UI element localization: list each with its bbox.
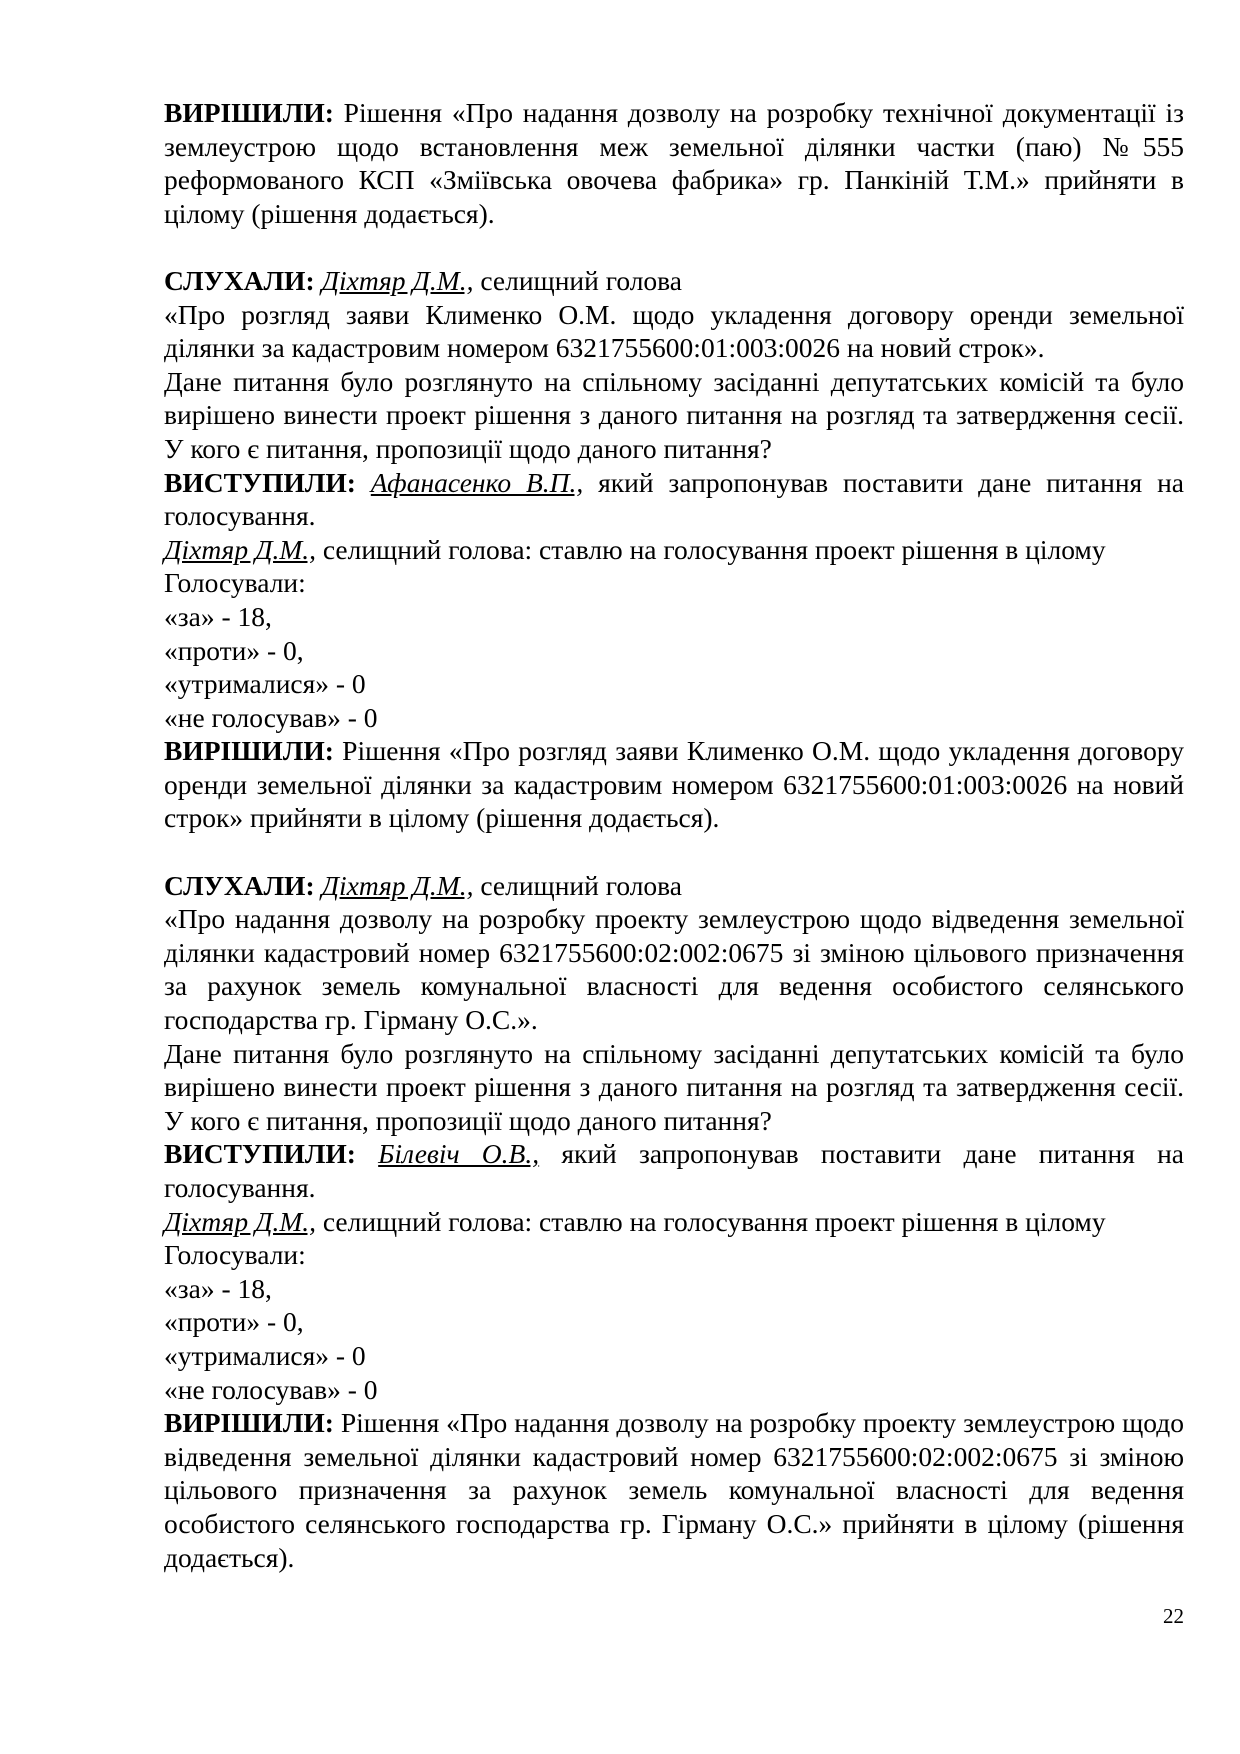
resolved-label: ВИРІШИЛИ: [164,735,334,767]
heard-line [164,264,1184,298]
spoke-paragraph [164,466,1184,533]
vote-against: «проти» - 0, [164,634,304,666]
vote-abstain: «утрималися» - 0 [164,1339,366,1371]
heard-label: СЛУХАЛИ: [164,264,315,296]
agenda-topic: «Про розгляд заяви Клименко О.М. щодо укладення договору оренди земельної ділянки за кадастровим номером 6321755600:01:003:0026 на новий строк». [164,298,1184,364]
speaker-name: Діхтяр Д.М., [321,264,474,296]
speaker-name: Діхтяр Д.М., [321,869,474,901]
resolution-text: Рішення «Про надання дозволу на розробку проекту землеустрою щодо відведення земельної ділянки кадастровий номер 6321755600:02:002:0675 зі зміною цільового призначення за рахунок земель комунальної власності для ведення особистого селянського господарства гр. Гірману О.С.» прийняти в цілому (рішення додається). [164,1407,1184,1573]
spoke-label: ВИСТУПИЛИ: [164,466,356,498]
paragraph-gap [164,835,1184,869]
vote-for: «за» - 18, [164,1272,272,1304]
spoke-text: який запропонував поставити дане питання на голосування. [164,1138,1184,1203]
resolved-label: ВИРІШИЛИ: [164,97,334,128]
chair-name: Діхтяр Д.М., [164,533,316,565]
document-page [164,96,1184,1574]
agenda-intro: Дане питання було розглянуто на спільному засіданні депутатських комісій та було вирішено винести проект рішення з даного питання на розгляд та затвердження сесії. У кого є питання, пропозиції щодо даного питання? [164,1037,1184,1136]
speaker-role: селищний голова [473,869,683,901]
vote-for: «за» - 18, [164,600,272,632]
votes-title: Голосували: [164,567,306,599]
vote-against: «проти» - 0, [164,1306,304,1338]
spoke-text: який запропонував поставити дане питання на голосування. [164,466,1184,532]
resolution-text: Рішення «Про надання дозволу на розробку технічної документації із землеустрою щодо встановлення меж земельної ділянки частки (паю) №555 реформованого КСП «Зміївська овочева фабрика» гр. Панкіній Т.М.» прийняти в цілому (рішення додається). [164,97,1184,229]
heard-label: СЛУХАЛИ: [164,869,315,901]
paragraph-gap [164,230,1184,264]
chair-line [164,1205,1184,1239]
resolution-paragraph [164,96,1184,230]
heard-line [164,869,1184,903]
agenda-intro: Дане питання було розглянуто на спільному засіданні депутатських комісій та було вирішено винести проект рішення з даного питання на розгляд та затвердження сесії. У кого є питання, пропозиції щодо даного питання? [164,365,1184,464]
votes-title: Голосували: [164,1239,306,1271]
speaker-role: селищний голова [473,264,683,296]
resolution-text: Рішення «Про розгляд заяви Клименко О.М. щодо укладення договору оренди земельної ділянки за кадастровим номером 6321755600:01:003:0026 на новий строк» прийняти в цілому (рішення додається). [164,735,1184,834]
agenda-topic: «Про надання дозволу на розробку проекту землеустрою щодо відведення земельної ділянки кадастровий номер 6321755600:02:002:0675 зі зміною цільового призначення за рахунок земель комунальної власності для ведення особистого селянського господарства гр. Гірману О.С.». [164,903,1184,1036]
vote-none: «не голосував» - 0 [164,701,378,733]
deputy-name: Білевіч О.В., [378,1138,540,1170]
spoke-paragraph [164,1137,1184,1204]
resolution-paragraph [164,1406,1184,1574]
resolved-label: ВИРІШИЛИ: [164,1407,334,1439]
deputy-name: Афанасенко В.П., [370,466,584,498]
page-number: 22 [1163,1604,1184,1628]
chair-text: селищний голова: ставлю на голосування проект рішення в цілому [315,1205,1106,1237]
chair-name: Діхтяр Д.М., [164,1205,316,1237]
spoke-label: ВИСТУПИЛИ: [164,1138,356,1170]
resolution-paragraph [164,734,1184,835]
vote-none: «не голосував» - 0 [164,1373,378,1405]
chair-line [164,533,1184,567]
vote-abstain: «утрималися» - 0 [164,668,366,700]
chair-text: селищний голова: ставлю на голосування проект рішення в цілому [315,533,1106,565]
